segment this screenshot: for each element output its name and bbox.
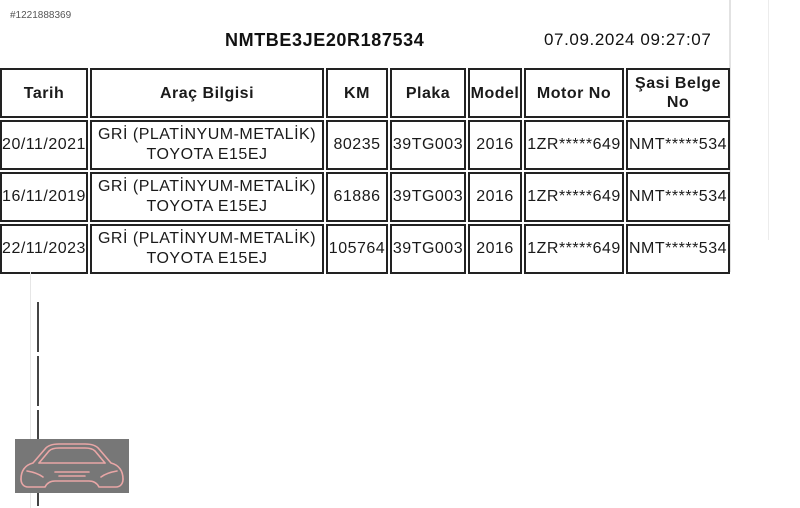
header-sasi-belge-no: Şasi Belge No — [626, 68, 730, 118]
table-row — [0, 120, 730, 170]
cell-arac-bilgisi — [90, 120, 324, 170]
listing-id: #1221888369 — [10, 10, 72, 21]
table-row — [0, 224, 730, 274]
watermark-badge — [15, 439, 129, 493]
vehicle-records-table — [0, 66, 732, 276]
arac-color: GRİ (PLATİNYUM-METALİK) — [97, 178, 317, 195]
cell-tarih: 22/11/2023 — [0, 224, 88, 274]
header-arac-bilgisi: Araç Bilgisi — [90, 68, 324, 118]
cell-sasi-no: NMT*****534 — [626, 172, 730, 222]
cell-plaka: 39TG003 — [390, 172, 466, 222]
arac-model-code: TOYOTA E15EJ — [146, 146, 268, 163]
cell-sasi-no: NMT*****534 — [626, 120, 730, 170]
cell-arac-bilgisi — [90, 172, 324, 222]
cell-motor-no: 1ZR*****649 — [524, 224, 624, 274]
table-row — [0, 172, 730, 222]
header-tarih: Tarih — [0, 68, 88, 118]
cell-motor-no: 1ZR*****649 — [524, 172, 624, 222]
arac-model-code: TOYOTA E15EJ — [146, 198, 268, 215]
cell-model: 2016 — [468, 172, 522, 222]
vin-title: NMTBE3JE20R187534 — [225, 30, 425, 50]
cell-plaka: 39TG003 — [390, 120, 466, 170]
header-motor-no: Motor No — [524, 68, 624, 118]
cell-km: 80235 — [326, 120, 388, 170]
arac-color: GRİ (PLATİNYUM-METALİK) — [97, 126, 317, 143]
margin-line — [37, 356, 39, 406]
car-logo-icon — [15, 439, 129, 493]
header-km: KM — [326, 68, 388, 118]
cell-tarih: 16/11/2019 — [0, 172, 88, 222]
cell-arac-bilgisi — [90, 224, 324, 274]
cell-km: 61886 — [326, 172, 388, 222]
cell-model: 2016 — [468, 224, 522, 274]
header-plaka: Plaka — [390, 68, 466, 118]
cell-tarih: 20/11/2021 — [0, 120, 88, 170]
arac-color: GRİ (PLATİNYUM-METALİK) — [97, 230, 317, 247]
page-edge-line-outer — [768, 0, 769, 240]
margin-line — [37, 302, 39, 352]
cell-sasi-no: NMT*****534 — [626, 224, 730, 274]
cell-km: 105764 — [326, 224, 388, 274]
report-timestamp: 07.09.2024 09:27:07 — [544, 30, 712, 49]
cell-plaka: 39TG003 — [390, 224, 466, 274]
table-header-row — [0, 68, 730, 118]
header-model: Model — [468, 68, 522, 118]
arac-model-code: TOYOTA E15EJ — [146, 250, 268, 267]
cell-motor-no: 1ZR*****649 — [524, 120, 624, 170]
cell-model: 2016 — [468, 120, 522, 170]
